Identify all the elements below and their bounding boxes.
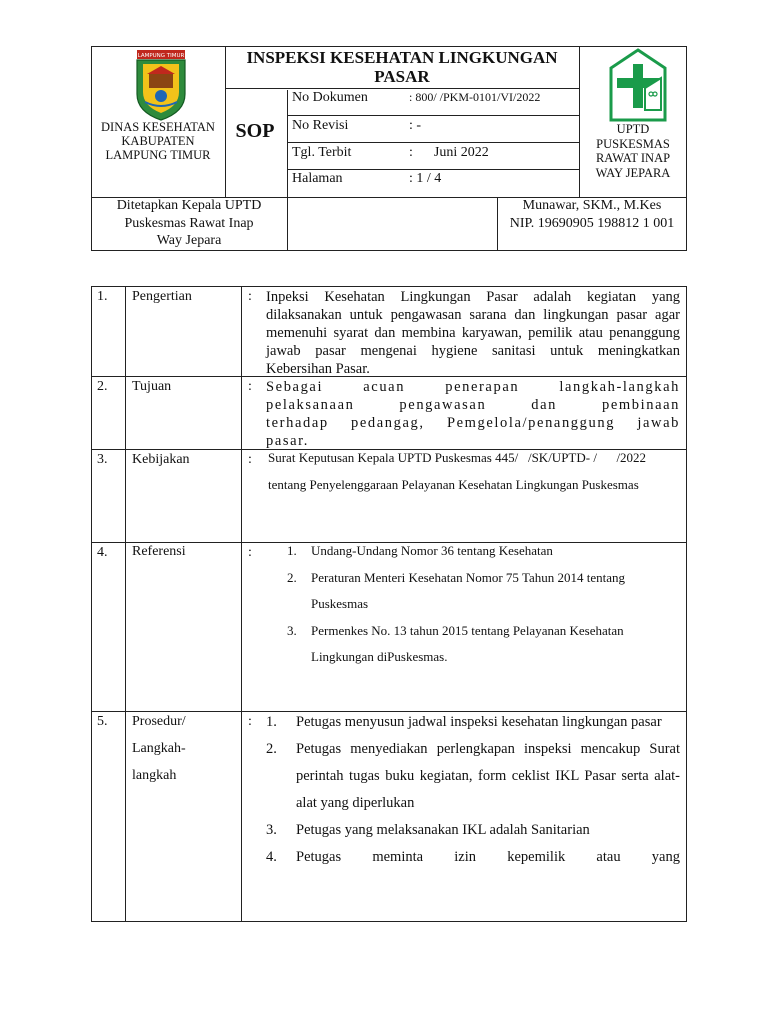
- meta-value: : Juni 2022: [409, 145, 489, 160]
- list-number: 1.: [266, 714, 277, 730]
- list-text: Undang-Undang Nomor 36 tentang Kesehatan: [311, 543, 553, 558]
- meta-value: : 800/ /PKM-0101/VI/2022: [409, 90, 541, 104]
- list-item: [266, 817, 680, 844]
- divider: [287, 115, 579, 116]
- section-number: 4.: [97, 545, 108, 560]
- list-text: Petugas meminta izin kepemilik atau yang: [296, 849, 680, 865]
- divider: [225, 88, 579, 89]
- meta-label: Halaman: [292, 171, 343, 186]
- meta-label: No Revisi: [292, 118, 349, 133]
- list-item: [266, 736, 680, 817]
- divider: [287, 169, 579, 170]
- section-label: [132, 708, 186, 789]
- sop-label: SOP: [235, 120, 275, 142]
- divider: [125, 286, 126, 922]
- title-line: PASAR: [374, 67, 430, 86]
- procedure-list: [266, 709, 680, 919]
- approval-line: Way Jepara: [156, 233, 222, 248]
- divider: [287, 142, 579, 143]
- list-number: 3.: [287, 622, 297, 638]
- section-text: Sebagai acuan penerapan langkah-langkah pelaksanaan pengawasan dan pembinaan terhadap pedangag, Pemgelola/penanggung jawab pasar.: [266, 379, 680, 449]
- meta-label: No Dokumen: [292, 90, 368, 105]
- list-item: [287, 538, 667, 565]
- section-colon: :: [248, 452, 252, 467]
- signer-name: Munawar, SKM., M.Kes: [522, 198, 662, 213]
- puskesmas-logo: [607, 48, 669, 122]
- document-title: [225, 48, 579, 86]
- org-line: LAMPUNG TIMUR: [105, 148, 211, 162]
- org-line: KABUPATEN: [121, 134, 195, 148]
- section-colon: :: [248, 545, 252, 560]
- list-number: 2.: [287, 569, 297, 585]
- list-number: 2.: [266, 741, 277, 757]
- list-text: Petugas menyediakan perlengkapan inspeksi mencakup Surat perintah tugas buku kegiatan, form ceklist IKL Pasar serta alat-alat yang diperlukan: [296, 741, 680, 811]
- section-colon: :: [248, 714, 252, 729]
- section-colon: :: [248, 289, 252, 304]
- approval-line: Puskesmas Rawat Inap: [124, 215, 254, 231]
- meta-value: : -: [409, 118, 422, 133]
- label-line: Langkah-: [132, 741, 186, 756]
- list-text: Petugas yang melaksanakan IKL adalah Sanitarian: [296, 822, 590, 838]
- section-colon: :: [248, 379, 252, 394]
- label-line: Prosedur/: [132, 714, 186, 729]
- section-number: 5.: [97, 714, 108, 729]
- list-text: Permenkes No. 13 tahun 2015 tentang Pelayanan Kesehatan Lingkungan diPuskesmas.: [311, 622, 624, 664]
- list-number: 3.: [266, 822, 277, 838]
- org-line: UPTD: [616, 122, 650, 136]
- left-organization: [91, 120, 225, 162]
- signer-nip: NIP. 19690905 198812 1 001: [509, 215, 675, 231]
- list-item: [266, 844, 680, 871]
- section-label: Referensi: [132, 544, 186, 559]
- section-text: Surat Keputusan Kepala UPTD Puskesmas 445/ /SK/UPTD- / /2022 tentang Penyelenggaraan Pelayanan Kesehatan Lingkungan Puskesmas: [268, 450, 650, 492]
- divider: [287, 90, 288, 197]
- list-item: [287, 565, 667, 618]
- org-line: DINAS KESEHATAN: [101, 120, 215, 134]
- org-line: RAWAT INAP: [595, 151, 671, 165]
- title-line: INSPEKSI KESEHATAN LINGKUNGAN: [246, 48, 558, 67]
- meta-label: Tgl. Terbit: [292, 145, 352, 160]
- signer-block: [497, 197, 687, 232]
- lampung-timur-logo: [131, 50, 191, 122]
- right-organization: [579, 122, 687, 180]
- list-item: [266, 709, 680, 736]
- sop-header-table: [91, 46, 687, 251]
- section-text: Inpeksi Kesehatan Lingkungan Pasar adalah kegiatan yang dilaksanakan untuk pengawasan sarana dan lingkungan pasar agar memenuhi syarat dan membina karyawan, pemilik atau penanggung jawab pasar mengenai hygiene sanitasi untuk meningkatkan Kebersihan Pasar.: [266, 289, 680, 377]
- reference-list: [287, 538, 667, 671]
- list-text: Petugas menyusun jadwal inspeksi kesehatan lingkungan pasar: [296, 714, 662, 730]
- list-text: Peraturan Menteri Kesehatan Nomor 75 Tahun 2014 tentang Puskesmas: [311, 569, 626, 611]
- org-line: PUSKESMAS: [596, 136, 670, 151]
- meta-value: : 1 / 4: [409, 171, 442, 186]
- section-number: 1.: [97, 289, 108, 304]
- list-number: 1.: [287, 543, 297, 558]
- section-label: Tujuan: [132, 379, 172, 394]
- section-label: Kebijakan: [132, 452, 190, 467]
- list-item: [287, 618, 667, 671]
- divider: [241, 286, 242, 922]
- approval-statement: [91, 197, 287, 250]
- logo-caption: LAMPUNG TIMUR: [137, 53, 185, 59]
- label-line: langkah: [132, 768, 177, 783]
- sop-content-table: [91, 286, 687, 922]
- section-number: 3.: [97, 452, 108, 467]
- approval-line: Ditetapkan Kepala UPTD: [116, 198, 262, 213]
- section-label: Pengertian: [132, 289, 192, 304]
- list-number: 4.: [266, 849, 277, 865]
- divider: [287, 197, 288, 251]
- section-number: 2.: [97, 379, 108, 394]
- org-line: WAY JEPARA: [595, 165, 671, 180]
